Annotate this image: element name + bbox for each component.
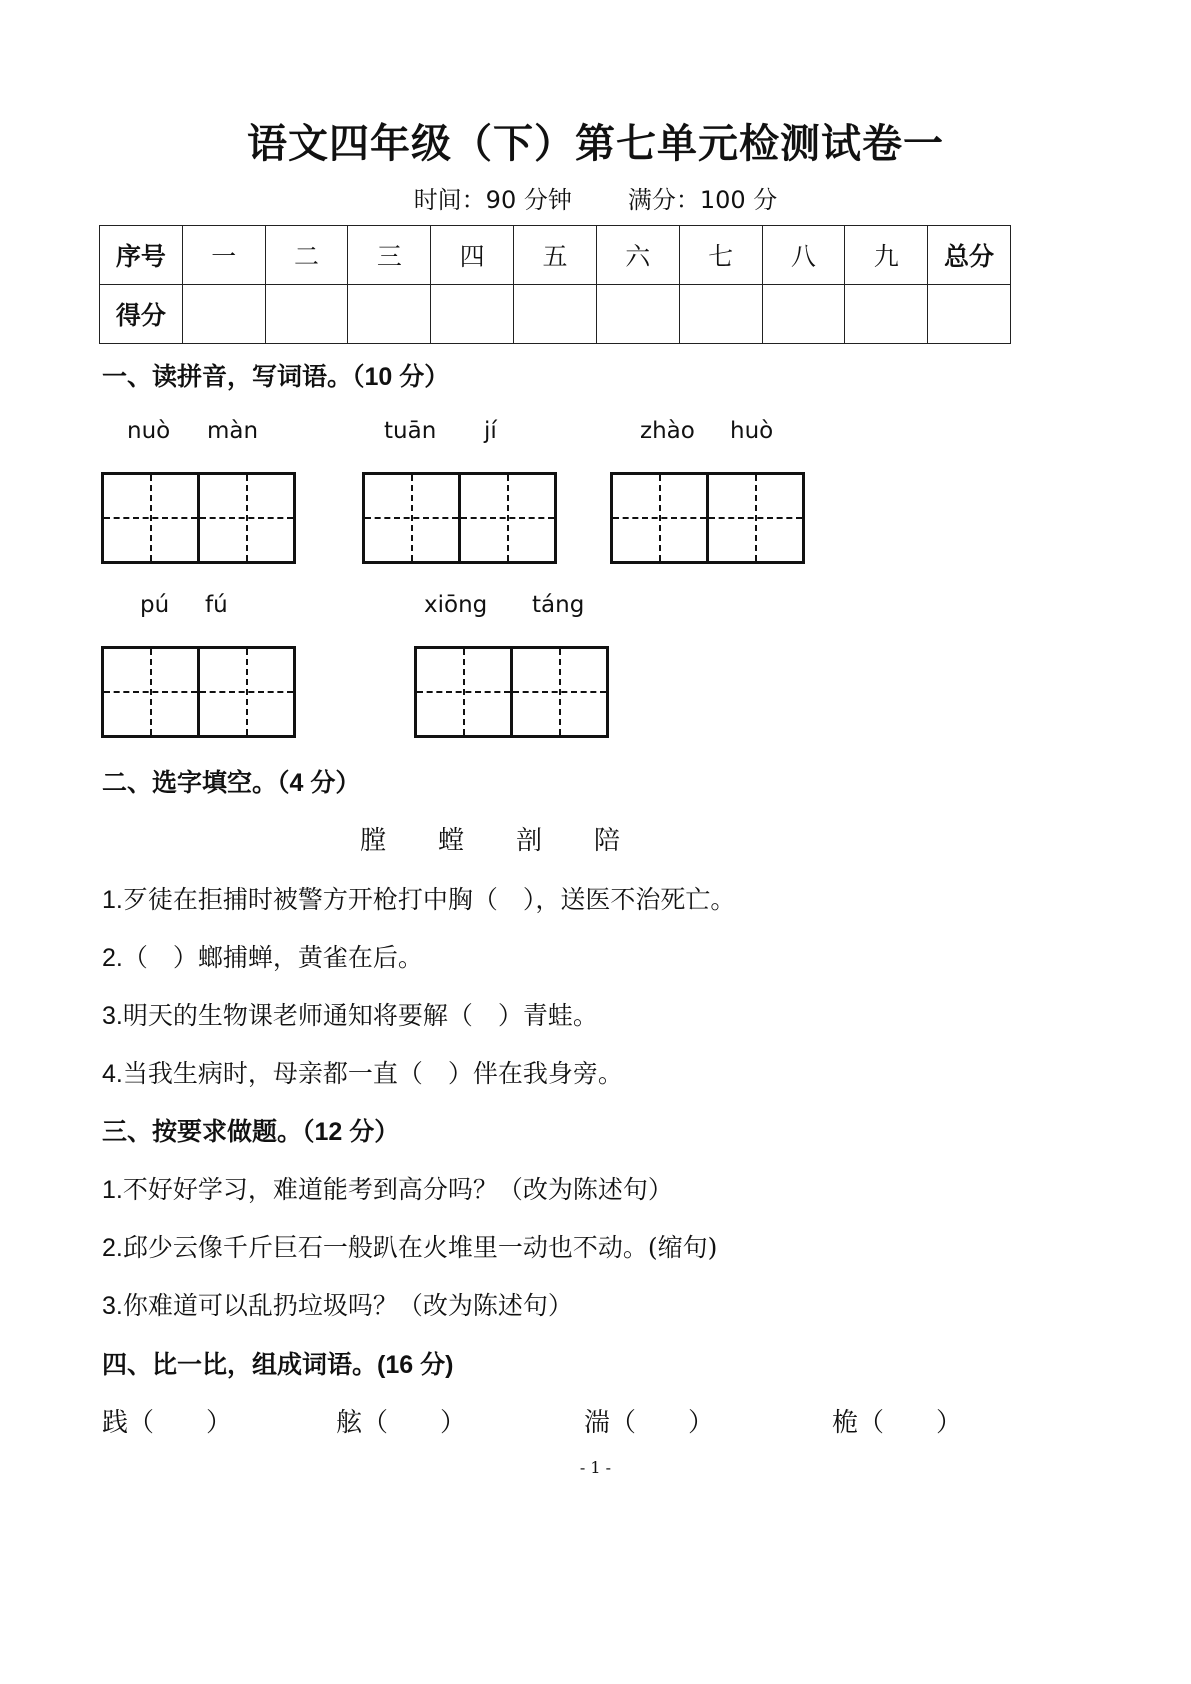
compare-item: 舷（ ） [336, 1408, 467, 1438]
question [102, 1054, 623, 1090]
section2-points: （4 分） [277, 769, 361, 797]
score-header-cell: 七 [679, 226, 762, 285]
score-cell[interactable] [762, 285, 845, 344]
score-header-cell: 五 [514, 226, 597, 285]
score-table-header-row [100, 226, 1011, 285]
section3-points: （12 分） [302, 1118, 400, 1146]
score-cell[interactable] [431, 285, 514, 344]
section3-heading-text: 三、按要求做题。 [102, 1117, 303, 1146]
compare-item: 践（ ） [102, 1408, 233, 1438]
score-header-cell: 三 [348, 226, 431, 285]
score-cell[interactable] [348, 285, 431, 344]
question [102, 996, 598, 1032]
question [102, 1170, 673, 1206]
score-header-cell: 六 [596, 226, 679, 285]
section4-heading-text: 四、比一比，组成词语。 [102, 1350, 378, 1379]
pinyin: jí [484, 418, 497, 444]
compare-item: 桅（ ） [832, 1408, 963, 1438]
question-text: 你难道可以乱扔垃圾吗？（改为陈述句） [122, 1291, 573, 1320]
section2-heading [102, 763, 360, 799]
pinyin: pú [140, 592, 170, 618]
score-cell[interactable] [265, 285, 348, 344]
question-text: 当我生病时，母亲都一直（ ）伴在我身旁。 [122, 1059, 623, 1088]
question-number: 2. [102, 1234, 123, 1262]
pinyin: tuān [384, 418, 437, 444]
choice-char: 剖 [516, 826, 543, 856]
score-header-cell: 四 [431, 226, 514, 285]
exam-time: 时间：90 分钟 [413, 186, 572, 214]
pinyin: zhào [640, 418, 695, 444]
pinyin: táng [532, 592, 585, 618]
score-header-cell: 八 [762, 226, 845, 285]
section3-heading [102, 1112, 399, 1148]
question-text: 歹徒在拒捕时被警方开枪打中胸（ ），送医不治死亡。 [122, 885, 736, 914]
choice-char: 陪 [594, 826, 621, 856]
section4-heading [102, 1345, 453, 1381]
question-text: （ ）螂捕蝉，黄雀在后。 [122, 943, 423, 972]
score-header-cell: 总分 [928, 226, 1011, 285]
score-header-cell: 一 [182, 226, 265, 285]
score-cell[interactable] [514, 285, 597, 344]
question-text: 不好好学习，难道能考到高分吗？（改为陈述句） [122, 1175, 673, 1204]
question-number: 3. [102, 1002, 123, 1030]
question [102, 1286, 573, 1322]
score-cell[interactable] [182, 285, 265, 344]
pinyin: huò [730, 418, 774, 444]
pinyin: màn [207, 418, 259, 444]
choice-char: 螳 [438, 826, 465, 856]
writing-grid[interactable] [610, 472, 805, 564]
score-header-cell: 二 [265, 226, 348, 285]
page-title: 语文四年级（下）第七单元检测试卷一 [247, 120, 944, 167]
question [102, 1228, 717, 1264]
section1-points: （10 分） [352, 363, 450, 391]
pinyin: xiōng [424, 592, 488, 618]
question-text: 邱少云像千斤巨石一般趴在火堆里一动也不动。(缩句) [122, 1233, 718, 1262]
pinyin: nuò [127, 418, 171, 444]
question-number: 1. [102, 1176, 123, 1204]
exam-full-score: 满分：100 分 [627, 186, 778, 214]
question-number: 1. [102, 886, 123, 914]
page-number: - 1 - [579, 1458, 612, 1477]
writing-grid[interactable] [414, 646, 609, 738]
exam-info [0, 180, 1191, 215]
question [102, 880, 735, 916]
question-number: 4. [102, 1060, 123, 1088]
score-cell[interactable] [845, 285, 928, 344]
score-cell[interactable] [679, 285, 762, 344]
section1-heading-text: 一、读拼音，写词语。 [102, 362, 353, 391]
score-header-cell: 九 [845, 226, 928, 285]
score-cell[interactable] [928, 285, 1011, 344]
section2-heading-text: 二、选字填空。 [102, 768, 278, 797]
section1-heading [102, 357, 449, 393]
question [102, 938, 423, 974]
writing-grid[interactable] [362, 472, 557, 564]
score-table-score-row [100, 285, 1011, 344]
score-header-cell: 序号 [100, 226, 183, 285]
choice-characters [360, 820, 672, 857]
question-text: 明天的生物课老师通知将要解（ ）青蛙。 [122, 1001, 598, 1030]
score-row-label: 得分 [100, 285, 183, 344]
pinyin: fú [205, 592, 228, 618]
question-number: 3. [102, 1292, 123, 1320]
choice-char: 膛 [360, 826, 387, 856]
question-number: 2. [102, 944, 123, 972]
writing-grid[interactable] [101, 646, 296, 738]
writing-grid[interactable] [101, 472, 296, 564]
score-table [99, 225, 1011, 344]
score-cell[interactable] [596, 285, 679, 344]
compare-item: 湍（ ） [584, 1408, 715, 1438]
section4-points: (16 分) [377, 1351, 454, 1379]
